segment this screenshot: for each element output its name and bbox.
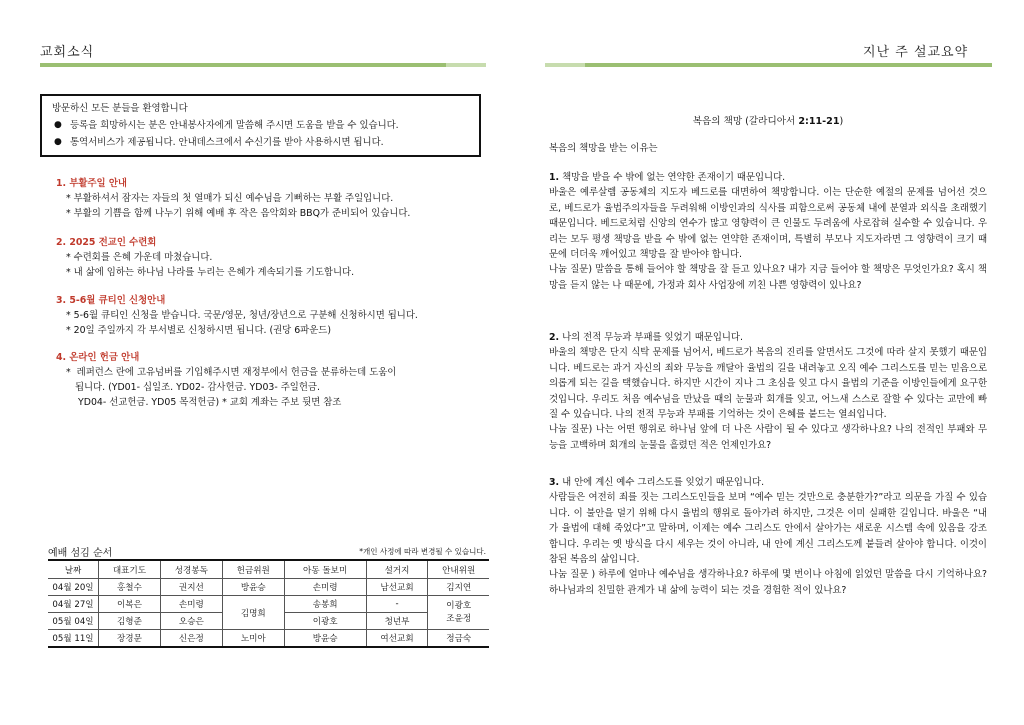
table-cell: 김형준 xyxy=(99,613,161,630)
left-title-underline xyxy=(40,63,486,67)
column-header: 날짜 xyxy=(48,560,99,579)
table-cell: 노미아 xyxy=(222,630,284,648)
sermon-point-body: 바울은 예루살렘 공동체의 지도자 베드로를 대면하여 책망합니다. 이는 단순한 예절의 문제를 넘어선 것으로, 베드로가 율법주의자들을 두려워해 이방인과의 식사를 피함으로써 공동체 내에 분열과 외식을 초래했기 때문입니다. 베드로처럼 신앙의 연수가 많고 영향력이 큰 인물도 두려움에 사로잡혀 실수할 수 있습니다. 우리는 모두 평생 책망을 받을 수 밖에 없는 연약한 존재이며, 특별히 부모나 지도자라면 그 영향력이 크기 때문에 더더욱 깨어있고 책망을 잘 받아야 합니다. xyxy=(549,187,987,261)
news-line: * 내 삶에 임하는 하나님 나라를 누리는 은혜가 계속되기를 기도합니다. xyxy=(66,267,355,278)
table-cell: - xyxy=(366,596,428,613)
table-cell: 오승은 xyxy=(160,613,222,630)
table-cell: 김지연 xyxy=(428,579,489,596)
welcome-item: ● 통역서비스가 제공됩니다. 안내데스크에서 수신기를 받아 사용하시면 됩니다. xyxy=(52,134,469,151)
table-cell: 손미령 xyxy=(284,579,366,596)
sermon-title-verse: 2:11-21 xyxy=(798,116,840,127)
table-cell: 손미령 xyxy=(160,596,222,613)
news-title: 1. 부활주일 안내 xyxy=(56,178,127,189)
right-title-underline xyxy=(545,63,992,67)
sermon-title-text: 복음의 책망 (갈라디아서 xyxy=(692,116,799,127)
column-header: 대표기도 xyxy=(99,560,161,579)
schedule-note: *개인 사정에 따라 변경될 수 있습니다. xyxy=(359,547,486,556)
table-cell: 이광호 조윤정 xyxy=(428,596,489,630)
table-cell: 이광호 xyxy=(284,613,366,630)
sermon-point-1 xyxy=(549,170,987,293)
column-header: 아동 돌보미 xyxy=(284,560,366,579)
table-cell: 송봉희 xyxy=(284,596,366,613)
news-section-qtin xyxy=(56,293,418,338)
sermon-point-number: 3. xyxy=(549,477,560,488)
table-cell: 05월 04일 xyxy=(48,613,99,630)
table-cell: 이복은 xyxy=(99,596,161,613)
table-cell: 권지선 xyxy=(160,579,222,596)
table-cell: 김명희 xyxy=(222,596,284,630)
table-row xyxy=(48,579,489,596)
news-line: * 부활의 기쁨을 함께 나누기 위해 예배 후 작은 음악회와 BBQ가 준비되어 있습니다. xyxy=(66,208,411,219)
table-row xyxy=(48,630,489,648)
sermon-title-end: ) xyxy=(839,116,844,127)
table-cell: 장경문 xyxy=(99,630,161,648)
column-header: 성경봉독 xyxy=(160,560,222,579)
welcome-list xyxy=(52,117,469,151)
table-cell: 여선교회 xyxy=(366,630,428,648)
sermon-point-heading-text: 나의 전적 무능과 부패를 잊었기 때문입니다. xyxy=(559,332,743,343)
sermon-point-question: 나눔 질문) 말씀을 통해 들어야 할 책망을 잘 듣고 있나요? 내가 지금 들어야 할 책망은 무엇인가요? 혹시 책망을 듣지 않는 나 때문에, 가정과 회사 사업장에 끼친 나쁜 영향력이 있나요? xyxy=(549,264,987,291)
news-section-easter xyxy=(56,176,410,221)
table-cell: 방윤승 xyxy=(284,630,366,648)
news-title: 3. 5-6월 큐티인 신청안내 xyxy=(56,295,166,306)
schedule-table xyxy=(48,559,489,648)
sermon-title xyxy=(549,113,987,127)
table-cell: 방윤승 xyxy=(222,579,284,596)
welcome-title: 방문하신 모든 분들을 환영합니다 xyxy=(52,103,188,114)
left-page-title: 교회소식 xyxy=(40,45,95,60)
news-line: YD04- 선교헌금. YD05 목적헌금) * 교회 계좌는 주보 뒷면 참조 xyxy=(78,397,342,408)
table-cell: 남선교회 xyxy=(366,579,428,596)
news-title: 2. 2025 전교인 수련회 xyxy=(56,237,157,248)
table-cell: 홍철수 xyxy=(99,579,161,596)
table-header-row xyxy=(48,560,489,579)
sermon-point-question: 나눔 질문 ) 하루에 얼마나 예수님을 생각하나요? 하루에 몇 번이나 아침에 읽었던 말씀을 다시 기억하나요? 하나님과의 친밀한 관계가 내 삶에 능력이 되는 것을 경험한 적이 있나요? xyxy=(549,569,987,596)
sermon-point-heading xyxy=(549,475,987,490)
news-line: 됩니다. (YD01- 십일조. YD02- 감사헌금. YD03- 주일헌금. xyxy=(66,382,320,393)
sermon-point-2 xyxy=(549,330,987,453)
news-section-online-offering xyxy=(56,350,396,410)
sermon-point-heading xyxy=(549,170,987,185)
welcome-box xyxy=(40,94,481,157)
column-header: 설거지 xyxy=(366,560,428,579)
sermon-point-number: 1. xyxy=(549,172,560,183)
news-line: * 레퍼런스 란에 고유넘버를 기입해주시면 재정부에서 헌금을 분류하는데 도움이 xyxy=(66,367,397,378)
sermon-intro: 복음의 책망을 받는 이유는 xyxy=(549,143,658,154)
table-cell: 정금숙 xyxy=(428,630,489,648)
sermon-point-heading xyxy=(549,330,987,345)
news-line: * 20일 주일까지 각 부서별로 신청하시면 됩니다. (권당 6파운드) xyxy=(66,325,332,336)
welcome-item: ● 등록을 희망하시는 분은 안내봉사자에게 말씀해 주시면 도움을 받을 수 있습니다. xyxy=(52,117,469,134)
sermon-point-question: 나눔 질문) 나는 어떤 행위로 하나님 앞에 더 나은 사람이 될 수 있다고 생각하나요? 나의 전적인 부패와 무능을 고백하며 회개의 눈물을 흘렸던 적은 언제인가요? xyxy=(549,424,987,451)
column-header: 안내위원 xyxy=(428,560,489,579)
right-page-title: 지난 주 설교요약 xyxy=(863,45,969,60)
sermon-point-number: 2. xyxy=(549,332,560,343)
sermon-point-body: 바울의 책망은 단지 식탁 문제를 넘어서, 베드로가 복음의 진리를 알면서도 그것에 따라 살지 못했기 때문입니다. 베드로는 과거 자신의 죄와 무능을 깨달아 율법의 길을 내려놓고 오직 예수 그리스도를 믿는 믿음으로 의롭게 되는 길을 택했습니다. 하지만 시간이 지나 그 초심을 잊고 다시 율법의 기준을 이방인들에게 요구한 것입니다. 우리도 처음 예수님을 만났을 때의 눈물과 회개를 잊고, 어느새 스스로 잘할 수 있다는 교만에 빠질 수 있습니다. 나의 전적 무능과 부패를 기억하는 것이 은혜를 붙드는 열쇠입니다. xyxy=(549,347,987,421)
table-cell: 청년부 xyxy=(366,613,428,630)
sermon-point-heading-text: 책망을 받을 수 밖에 없는 연약한 존재이기 때문입니다. xyxy=(559,172,786,183)
news-section-retreat xyxy=(56,235,354,280)
news-title: 4. 온라인 헌금 안내 xyxy=(56,352,140,363)
schedule-title: 예배 섬김 순서 xyxy=(48,548,113,559)
column-header: 헌금위원 xyxy=(222,560,284,579)
news-line: * 부활하셔서 잠자는 자들의 첫 열매가 되신 예수님을 기뻐하는 부활 주일입니다. xyxy=(66,193,394,204)
sermon-point-3 xyxy=(549,475,987,598)
sermon-point-body: 사람들은 여전히 죄를 짓는 그리스도인들을 보며 “예수 믿는 것만으로 충분한가?”라고 의문을 가질 수 있습니다. 이 불안을 덜기 위해 다시 율법의 행위로 돌아가려 하지만, 그것은 이미 실패한 길입니다. 바울은 “내가 율법에 대해 죽었다”고 말하며, 이제는 예수 그리스도 안에서 살아가는 새로운 시스템 속에 있음을 강조합니다. 우리는 옛 방식을 다시 세우는 것이 아니라, 내 안에 계신 그리스도께 붙들려 살아야 합니다. 이것이 참된 복음의 삶입니다. xyxy=(549,492,987,566)
table-cell: 04월 20일 xyxy=(48,579,99,596)
news-line: * 수련회를 은혜 가운데 마쳤습니다. xyxy=(66,252,213,263)
table-cell: 04월 27일 xyxy=(48,596,99,613)
table-row xyxy=(48,596,489,613)
sermon-point-heading-text: 내 안에 계신 예수 그리스도를 잊었기 때문입니다. xyxy=(559,477,765,488)
table-cell: 05월 11일 xyxy=(48,630,99,648)
news-line: * 5-6월 큐티인 신청을 받습니다. 국문/영문, 청년/장년으로 구분해 신청하시면 됩니다. xyxy=(66,310,418,321)
table-cell: 신은정 xyxy=(160,630,222,648)
